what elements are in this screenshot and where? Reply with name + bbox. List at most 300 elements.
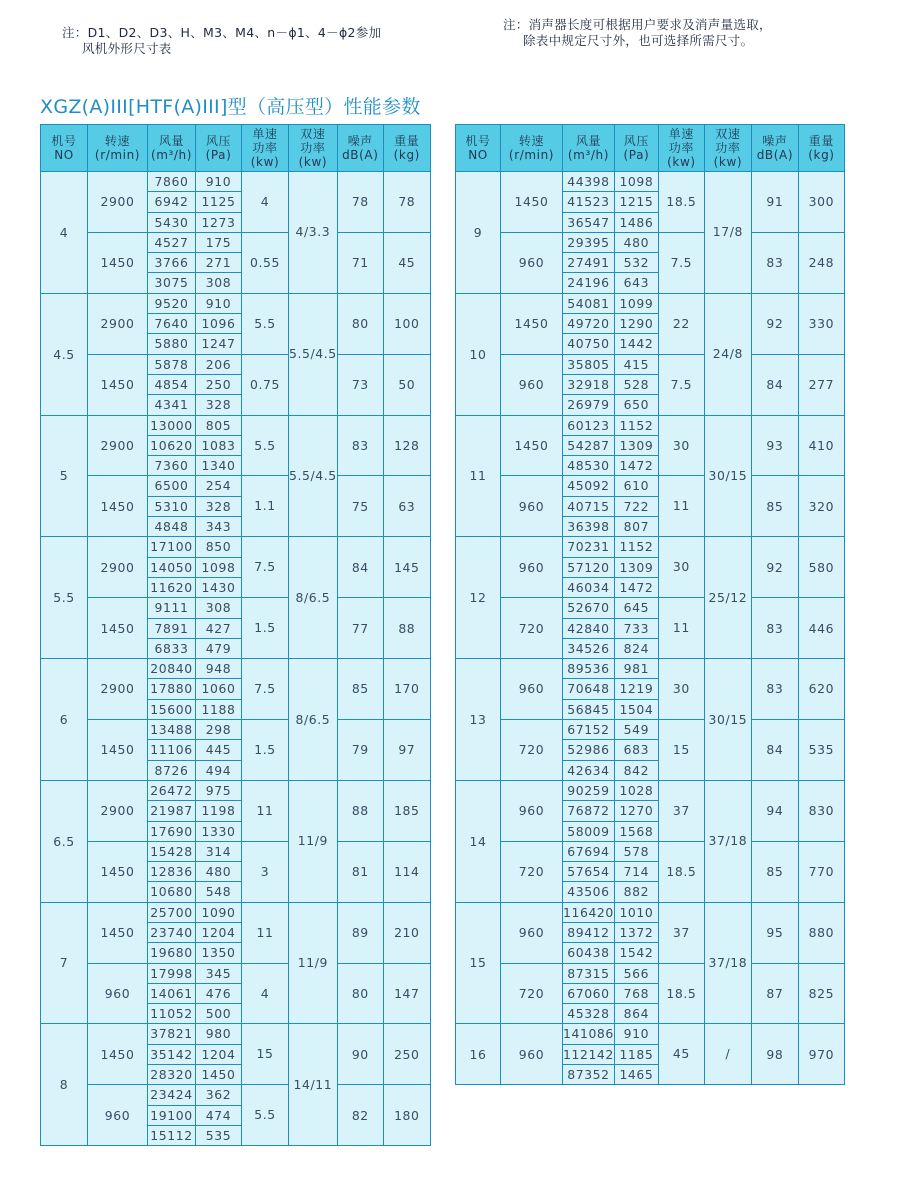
cell-weight: 145 — [383, 537, 430, 598]
note-left — [62, 25, 462, 57]
cell-pressure: 1568 — [614, 821, 658, 841]
header-pressure: 风压 (Pa) — [196, 125, 242, 172]
cell-pressure: 500 — [196, 1004, 242, 1024]
cell-airflow: 42840 — [563, 618, 615, 638]
cell-pressure: 566 — [614, 963, 658, 983]
cell-weight: 78 — [383, 172, 430, 233]
cell-pressure: 1290 — [614, 314, 658, 334]
cell-noise: 94 — [751, 780, 798, 841]
cell-speed: 960 — [501, 902, 563, 963]
cell-airflow: 25700 — [148, 902, 196, 922]
cell-pressure: 722 — [614, 496, 658, 516]
table-row — [456, 172, 845, 192]
table-row — [41, 476, 431, 496]
cell-single-power: 18.5 — [658, 841, 704, 902]
cell-pressure: 980 — [196, 1024, 242, 1044]
cell-noise: 91 — [751, 172, 798, 233]
cell-noise: 83 — [751, 232, 798, 293]
cell-airflow: 4527 — [148, 232, 196, 252]
cell-speed: 960 — [501, 232, 563, 293]
cell-airflow: 14050 — [148, 557, 196, 577]
table-row — [41, 1024, 431, 1044]
cell-speed: 960 — [88, 963, 148, 1024]
cell-airflow: 112142 — [563, 1044, 615, 1064]
cell-airflow: 60438 — [563, 943, 615, 963]
cell-noise: 73 — [337, 354, 383, 415]
cell-airflow: 43506 — [563, 882, 615, 902]
cell-pressure: 250 — [196, 374, 242, 394]
cell-airflow: 19100 — [148, 1105, 196, 1125]
cell-single-power: 11 — [242, 780, 289, 841]
cell-pressure: 610 — [614, 476, 658, 496]
cell-weight: 410 — [798, 415, 844, 476]
cell-noise: 90 — [337, 1024, 383, 1085]
cell-airflow: 36398 — [563, 517, 615, 537]
cell-weight: 100 — [383, 293, 430, 354]
cell-model-no: 8 — [41, 1024, 88, 1146]
header-row — [456, 125, 845, 172]
cell-airflow: 44398 — [563, 172, 615, 192]
cell-noise: 83 — [751, 598, 798, 659]
cell-pressure: 1152 — [614, 537, 658, 557]
cell-noise: 92 — [751, 293, 798, 354]
cell-pressure: 645 — [614, 598, 658, 618]
cell-pressure: 175 — [196, 232, 242, 252]
cell-airflow: 26472 — [148, 780, 196, 800]
cell-airflow: 20840 — [148, 659, 196, 679]
cell-single-power: 30 — [658, 415, 704, 476]
header-airflow: 风量 (m³/h) — [148, 125, 196, 172]
cell-airflow: 41523 — [563, 192, 615, 212]
cell-dual-power: 30/15 — [704, 659, 751, 781]
cell-pressure: 254 — [196, 476, 242, 496]
cell-pressure: 1486 — [614, 212, 658, 232]
cell-pressure: 1083 — [196, 435, 242, 455]
cell-speed: 2900 — [88, 659, 148, 720]
cell-airflow: 6942 — [148, 192, 196, 212]
cell-speed: 2900 — [88, 172, 148, 233]
cell-pressure: 975 — [196, 780, 242, 800]
cell-dual-power: 11/9 — [289, 902, 338, 1024]
cell-airflow: 17880 — [148, 679, 196, 699]
cell-airflow: 26979 — [563, 395, 615, 415]
cell-pressure: 650 — [614, 395, 658, 415]
cell-model-no: 12 — [456, 537, 501, 659]
cell-single-power: 0.55 — [242, 232, 289, 293]
cell-pressure: 910 — [196, 293, 242, 313]
table-row — [41, 963, 431, 983]
cell-pressure: 1204 — [196, 922, 242, 942]
cell-pressure: 206 — [196, 354, 242, 374]
cell-single-power: 18.5 — [658, 963, 704, 1024]
cell-noise: 85 — [751, 841, 798, 902]
cell-noise: 77 — [337, 598, 383, 659]
cell-pressure: 1442 — [614, 334, 658, 354]
cell-airflow: 27491 — [563, 253, 615, 273]
cell-airflow: 54081 — [563, 293, 615, 313]
cell-airflow: 57654 — [563, 862, 615, 882]
cell-pressure: 343 — [196, 517, 242, 537]
note-right-line-2: 除表中规定尺寸外，也可选择所需尺寸。 — [523, 33, 754, 48]
header-pressure: 风压 (Pa) — [614, 125, 658, 172]
cell-pressure: 1215 — [614, 192, 658, 212]
cell-pressure: 1098 — [196, 557, 242, 577]
cell-weight: 620 — [798, 659, 844, 720]
cell-pressure: 535 — [196, 1125, 242, 1145]
cell-airflow: 45092 — [563, 476, 615, 496]
cell-pressure: 1465 — [614, 1065, 658, 1085]
cell-airflow: 17100 — [148, 537, 196, 557]
cell-weight: 320 — [798, 476, 844, 537]
table-row — [456, 963, 845, 983]
cell-speed: 1450 — [88, 1024, 148, 1085]
table-row — [456, 720, 845, 740]
cell-airflow: 87315 — [563, 963, 615, 983]
cell-airflow: 67060 — [563, 983, 615, 1003]
table-row — [456, 537, 845, 557]
cell-speed: 1450 — [88, 720, 148, 781]
cell-pressure: 768 — [614, 983, 658, 1003]
table-row — [41, 780, 431, 800]
cell-airflow: 36547 — [563, 212, 615, 232]
cell-weight: 180 — [383, 1085, 430, 1146]
table-row — [456, 659, 845, 679]
cell-weight: 170 — [383, 659, 430, 720]
cell-model-no: 9 — [456, 172, 501, 294]
cell-airflow: 3075 — [148, 273, 196, 293]
cell-pressure: 1060 — [196, 679, 242, 699]
cell-noise: 81 — [337, 841, 383, 902]
table-row — [41, 293, 431, 313]
cell-pressure: 528 — [614, 374, 658, 394]
header-no: 机号 NO — [41, 125, 88, 172]
cell-pressure: 308 — [196, 598, 242, 618]
cell-speed: 1450 — [88, 841, 148, 902]
cell-airflow: 70231 — [563, 537, 615, 557]
cell-airflow: 7891 — [148, 618, 196, 638]
cell-speed: 960 — [501, 659, 563, 720]
cell-speed: 1450 — [88, 232, 148, 293]
cell-airflow: 4848 — [148, 517, 196, 537]
cell-model-no: 16 — [456, 1024, 501, 1085]
cell-speed: 1450 — [501, 415, 563, 476]
cell-pressure: 1340 — [196, 456, 242, 476]
cell-noise: 92 — [751, 537, 798, 598]
cell-pressure: 1350 — [196, 943, 242, 963]
cell-noise: 84 — [337, 537, 383, 598]
cell-dual-power: 37/18 — [704, 902, 751, 1024]
cell-weight: 880 — [798, 902, 844, 963]
cell-airflow: 13488 — [148, 720, 196, 740]
note-right — [503, 17, 863, 49]
cell-single-power: 5.5 — [242, 415, 289, 476]
cell-airflow: 14061 — [148, 983, 196, 1003]
cell-weight: 830 — [798, 780, 844, 841]
cell-airflow: 40715 — [563, 496, 615, 516]
cell-single-power: 1.5 — [242, 598, 289, 659]
cell-pressure: 948 — [196, 659, 242, 679]
cell-airflow: 60123 — [563, 415, 615, 435]
cell-noise: 85 — [751, 476, 798, 537]
cell-airflow: 11052 — [148, 1004, 196, 1024]
note-right-line-1: 注：消声器长度可根据用户要求及消声量选取， — [503, 17, 772, 32]
cell-pressure: 271 — [196, 253, 242, 273]
cell-airflow: 7640 — [148, 314, 196, 334]
cell-pressure: 548 — [196, 882, 242, 902]
table-row — [456, 476, 845, 496]
cell-single-power: 15 — [242, 1024, 289, 1085]
cell-pressure: 1198 — [196, 801, 242, 821]
cell-single-power: 3 — [242, 841, 289, 902]
cell-airflow: 45328 — [563, 1004, 615, 1024]
cell-weight: 535 — [798, 720, 844, 781]
cell-pressure: 308 — [196, 273, 242, 293]
cell-pressure: 474 — [196, 1105, 242, 1125]
cell-weight: 88 — [383, 598, 430, 659]
cell-airflow: 3766 — [148, 253, 196, 273]
cell-dual-power: 24/8 — [704, 293, 751, 415]
note-left-line-1: 注：D1、D2、D3、H、M3、M4、n－ϕ1、4－ϕ2参加 — [62, 25, 382, 40]
cell-speed: 2900 — [88, 293, 148, 354]
cell-speed: 2900 — [88, 780, 148, 841]
cell-speed: 960 — [501, 1024, 563, 1085]
cell-weight: 330 — [798, 293, 844, 354]
cell-pressure: 1430 — [196, 577, 242, 597]
cell-dual-power: 4/3.3 — [289, 172, 338, 294]
table-row — [41, 172, 431, 192]
cell-airflow: 67694 — [563, 841, 615, 861]
cell-pressure: 910 — [196, 172, 242, 192]
cell-dual-power: 8/6.5 — [289, 659, 338, 781]
cell-airflow: 5880 — [148, 334, 196, 354]
cell-speed: 1450 — [88, 476, 148, 537]
table-row — [41, 415, 431, 435]
cell-speed: 1450 — [501, 172, 563, 233]
cell-pressure: 1090 — [196, 902, 242, 922]
cell-weight: 128 — [383, 415, 430, 476]
cell-pressure: 1450 — [196, 1065, 242, 1085]
cell-pressure: 445 — [196, 740, 242, 760]
header-no: 机号 NO — [456, 125, 501, 172]
cell-pressure: 824 — [614, 638, 658, 658]
table-row — [41, 598, 431, 618]
cell-airflow: 10620 — [148, 435, 196, 455]
cell-airflow: 35805 — [563, 354, 615, 374]
cell-pressure: 549 — [614, 720, 658, 740]
table-row — [456, 415, 845, 435]
cell-pressure: 910 — [614, 1024, 658, 1044]
cell-weight: 250 — [383, 1024, 430, 1085]
cell-pressure: 328 — [196, 496, 242, 516]
cell-single-power: 11 — [242, 902, 289, 963]
cell-airflow: 87352 — [563, 1065, 615, 1085]
cell-single-power: 45 — [658, 1024, 704, 1085]
header-single-power: 单速 功率 (kw) — [658, 125, 704, 172]
cell-noise: 84 — [751, 354, 798, 415]
cell-noise: 78 — [337, 172, 383, 233]
cell-noise: 83 — [751, 659, 798, 720]
cell-pressure: 578 — [614, 841, 658, 861]
cell-single-power: 37 — [658, 902, 704, 963]
cell-pressure: 494 — [196, 760, 242, 780]
cell-pressure: 1010 — [614, 902, 658, 922]
cell-dual-power: 5.5/4.5 — [289, 293, 338, 415]
cell-airflow: 89536 — [563, 659, 615, 679]
cell-speed: 720 — [501, 963, 563, 1024]
cell-single-power: 22 — [658, 293, 704, 354]
cell-pressure: 480 — [196, 862, 242, 882]
cell-model-no: 14 — [456, 780, 501, 902]
cell-dual-power: 25/12 — [704, 537, 751, 659]
cell-dual-power: 30/15 — [704, 415, 751, 537]
cell-speed: 960 — [501, 780, 563, 841]
cell-pressure: 864 — [614, 1004, 658, 1024]
cell-weight: 63 — [383, 476, 430, 537]
cell-dual-power: 11/9 — [289, 780, 338, 902]
cell-model-no: 4 — [41, 172, 88, 294]
cell-speed: 960 — [501, 354, 563, 415]
cell-airflow: 7860 — [148, 172, 196, 192]
cell-pressure: 532 — [614, 253, 658, 273]
cell-pressure: 479 — [196, 638, 242, 658]
cell-pressure: 480 — [614, 232, 658, 252]
cell-pressure: 1099 — [614, 293, 658, 313]
cell-airflow: 46034 — [563, 577, 615, 597]
cell-airflow: 70648 — [563, 679, 615, 699]
cell-airflow: 15600 — [148, 699, 196, 719]
cell-weight: 277 — [798, 354, 844, 415]
cell-model-no: 11 — [456, 415, 501, 537]
cell-dual-power: 37/18 — [704, 780, 751, 902]
cell-airflow: 28320 — [148, 1065, 196, 1085]
cell-single-power: 7.5 — [242, 537, 289, 598]
cell-weight: 248 — [798, 232, 844, 293]
cell-single-power: 30 — [658, 659, 704, 720]
cell-airflow: 10680 — [148, 882, 196, 902]
cell-speed: 2900 — [88, 537, 148, 598]
cell-dual-power: / — [704, 1024, 751, 1085]
cell-airflow: 57120 — [563, 557, 615, 577]
cell-airflow: 17998 — [148, 963, 196, 983]
table-row — [41, 659, 431, 679]
header-noise: 噪声 dB(A) — [337, 125, 383, 172]
cell-pressure: 1247 — [196, 334, 242, 354]
cell-noise: 85 — [337, 659, 383, 720]
table-body — [41, 172, 431, 1146]
cell-airflow: 15112 — [148, 1125, 196, 1145]
cell-airflow: 42634 — [563, 760, 615, 780]
cell-single-power: 37 — [658, 780, 704, 841]
cell-pressure: 328 — [196, 395, 242, 415]
cell-pressure: 1273 — [196, 212, 242, 232]
cell-pressure: 842 — [614, 760, 658, 780]
cell-airflow: 24196 — [563, 273, 615, 293]
cell-speed: 960 — [501, 476, 563, 537]
cell-speed: 1450 — [88, 598, 148, 659]
header-airflow: 风量 (m³/h) — [563, 125, 615, 172]
cell-airflow: 52986 — [563, 740, 615, 760]
cell-airflow: 7360 — [148, 456, 196, 476]
table-row — [41, 720, 431, 740]
cell-pressure: 683 — [614, 740, 658, 760]
table-row — [456, 598, 845, 618]
cell-model-no: 13 — [456, 659, 501, 781]
cell-airflow: 35142 — [148, 1044, 196, 1064]
cell-noise: 87 — [751, 963, 798, 1024]
cell-single-power: 7.5 — [658, 354, 704, 415]
cell-airflow: 32918 — [563, 374, 615, 394]
cell-dual-power: 14/11 — [289, 1024, 338, 1146]
cell-pressure: 1372 — [614, 922, 658, 942]
performance-table-left — [40, 124, 431, 1146]
cell-single-power: 11 — [658, 476, 704, 537]
cell-pressure: 362 — [196, 1085, 242, 1105]
cell-airflow: 17690 — [148, 821, 196, 841]
cell-airflow: 54287 — [563, 435, 615, 455]
cell-pressure: 1472 — [614, 577, 658, 597]
table-row — [456, 1024, 845, 1044]
table-row — [41, 902, 431, 922]
cell-single-power: 5.5 — [242, 293, 289, 354]
cell-noise: 88 — [337, 780, 383, 841]
cell-speed: 720 — [501, 841, 563, 902]
cell-single-power: 11 — [658, 598, 704, 659]
cell-model-no: 4.5 — [41, 293, 88, 415]
cell-speed: 1450 — [501, 293, 563, 354]
cell-weight: 580 — [798, 537, 844, 598]
cell-weight: 50 — [383, 354, 430, 415]
header-dual-power: 双速 功率 (kw) — [704, 125, 751, 172]
cell-pressure: 1472 — [614, 456, 658, 476]
cell-model-no: 6.5 — [41, 780, 88, 902]
cell-weight: 300 — [798, 172, 844, 233]
table-row — [41, 841, 431, 861]
table-row — [456, 354, 845, 374]
cell-single-power: 7.5 — [242, 659, 289, 720]
cell-airflow: 58009 — [563, 821, 615, 841]
cell-single-power: 30 — [658, 537, 704, 598]
cell-pressure: 345 — [196, 963, 242, 983]
cell-airflow: 52670 — [563, 598, 615, 618]
cell-single-power: 0.75 — [242, 354, 289, 415]
cell-noise: 89 — [337, 902, 383, 963]
cell-noise: 79 — [337, 720, 383, 781]
cell-airflow: 89412 — [563, 922, 615, 942]
cell-airflow: 12836 — [148, 862, 196, 882]
cell-weight: 185 — [383, 780, 430, 841]
cell-model-no: 5.5 — [41, 537, 88, 659]
cell-speed: 960 — [88, 1085, 148, 1146]
table-row — [456, 293, 845, 313]
cell-pressure: 1219 — [614, 679, 658, 699]
cell-airflow: 5310 — [148, 496, 196, 516]
header-dual-power: 双速 功率 (kw) — [289, 125, 338, 172]
cell-pressure: 427 — [196, 618, 242, 638]
cell-weight: 970 — [798, 1024, 844, 1085]
cell-airflow: 29395 — [563, 232, 615, 252]
cell-airflow: 9111 — [148, 598, 196, 618]
cell-airflow: 21987 — [148, 801, 196, 821]
cell-speed: 720 — [501, 598, 563, 659]
header-weight: 重量 (kg) — [383, 125, 430, 172]
cell-weight: 446 — [798, 598, 844, 659]
cell-noise: 98 — [751, 1024, 798, 1085]
cell-noise: 71 — [337, 232, 383, 293]
cell-weight: 97 — [383, 720, 430, 781]
performance-table-right — [455, 124, 845, 1085]
table-row — [41, 354, 431, 374]
cell-weight: 770 — [798, 841, 844, 902]
